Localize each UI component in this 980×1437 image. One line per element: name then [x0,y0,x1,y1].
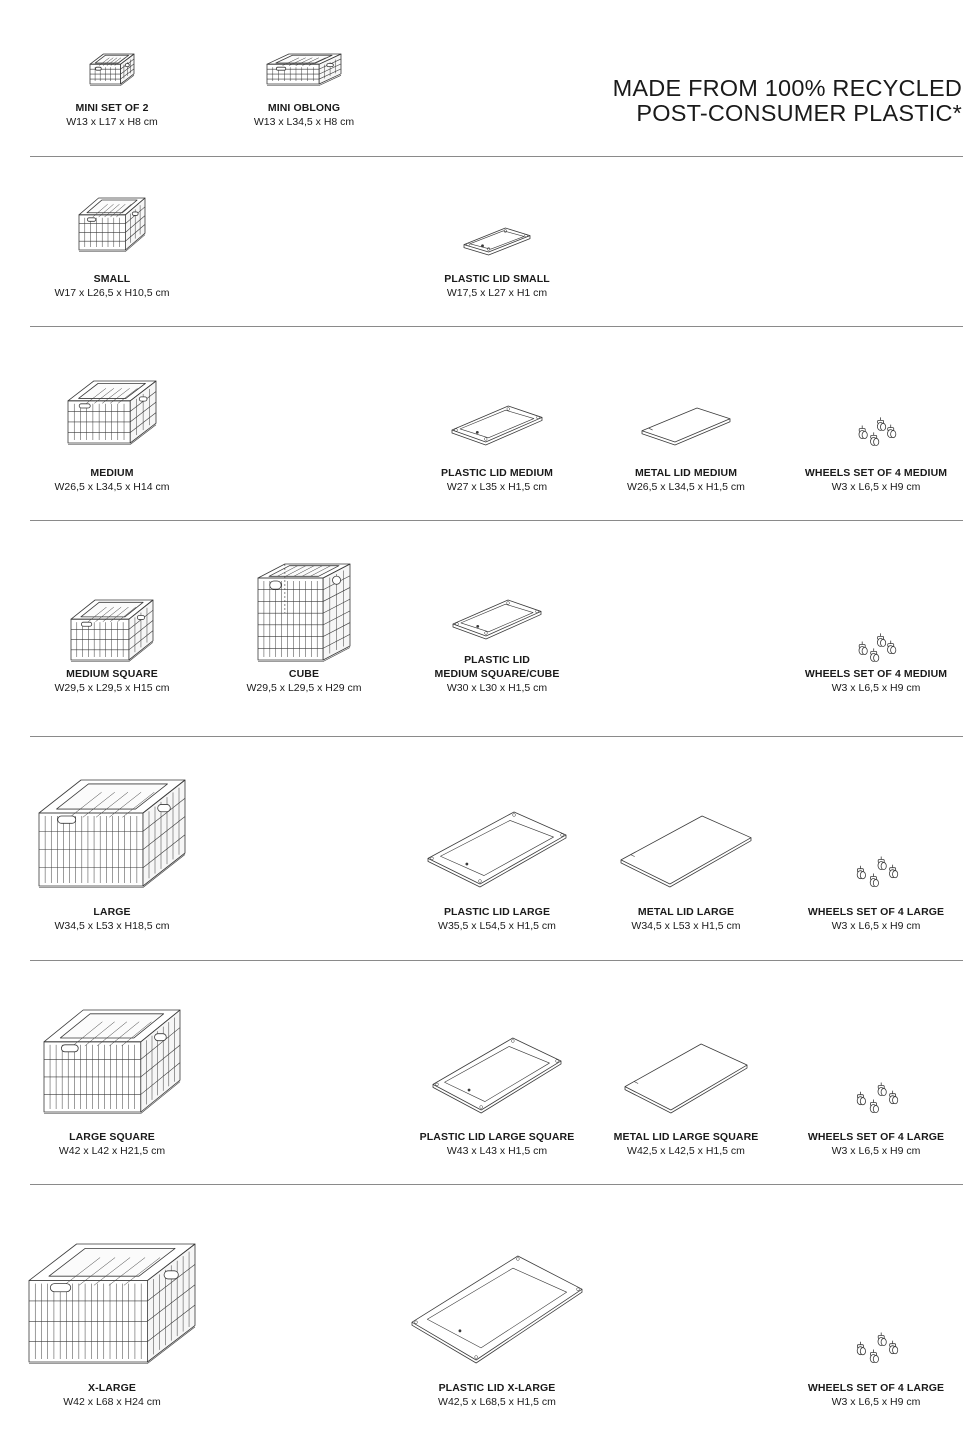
product-label [781,905,971,933]
product-name-line: MINI SET OF 2 [75,102,149,114]
row-divider [30,1184,963,1185]
plastic-lid-icon [426,810,568,888]
product-name [17,1381,207,1395]
crate-icon [88,52,136,86]
product-name [402,272,592,286]
product-name-line: X-LARGE [88,1382,136,1394]
cube-crate-icon [256,562,352,662]
product-name [402,905,592,919]
product-label [591,1130,781,1158]
plastic-lid-icon [410,1254,584,1364]
product-dimensions: W43 x L43 x H1,5 cm [446,1145,548,1157]
product-label [17,1130,207,1158]
product-name [402,1381,592,1395]
product-dimensions: W42 x L42 x H21,5 cm [58,1145,166,1157]
product-name-line: METAL LID LARGE [637,906,735,918]
product-label [781,1130,971,1158]
product-dimensions: W13 x L34,5 x H8 cm [253,116,355,128]
product-label [17,466,207,494]
row-divider [30,520,963,521]
product-name-line: PLASTIC LID MEDIUM [440,467,554,479]
product-label [591,466,781,494]
wheels-icon [853,632,899,662]
crate-icon [37,778,187,888]
headline [613,76,962,126]
product-name-line: PLASTIC LID [464,654,530,666]
crate-icon [42,1008,182,1114]
product-name-line: PLASTIC LID LARGE [443,906,551,918]
product-dimensions: W42,5 x L42,5 x H1,5 cm [627,1145,745,1157]
product-label [591,905,781,933]
product-name [17,101,207,115]
plastic-lid-icon [431,1036,563,1114]
product-name-line: PLASTIC LID SMALL [444,273,550,285]
product-label [402,1381,592,1409]
product-name-line: MEDIUM SQUARE [66,668,158,680]
product-name-line: MEDIUM SQUARE/CUBE [434,668,560,680]
plastic-lid-icon [451,598,543,640]
product-dimensions: W3 x L6,5 x H9 cm [831,1396,921,1408]
product-name [781,466,971,480]
product-label [209,101,399,129]
wheels-icon [853,416,899,446]
product-name [209,667,399,681]
product-name-line: WHEELS SET OF 4 LARGE [807,1131,945,1143]
product-name [17,1130,207,1144]
product-name [781,1130,971,1144]
product-name-line: LARGE [93,906,131,918]
product-name [591,466,781,480]
product-name [17,466,207,480]
product-label [17,101,207,129]
crate-icon [66,379,158,445]
product-dimensions: W30 x L30 x H1,5 cm [446,682,548,694]
plastic-lid-icon [462,226,532,256]
product-dimensions: W13 x L17 x H8 cm [66,116,158,128]
wheels-icon [850,1330,902,1364]
product-dimensions: W29,5 x L29,5 x H29 cm [246,682,362,694]
metal-lid-icon [640,406,732,446]
product-dimensions: W42 x L68 x H24 cm [63,1396,161,1408]
product-name [209,101,399,115]
product-name [781,905,971,919]
row-divider [30,156,963,157]
product-label [402,905,592,933]
product-name-line: LARGE SQUARE [69,1131,155,1143]
product-name-line: METAL LID LARGE SQUARE [613,1131,759,1143]
product-name [591,1130,781,1144]
product-dimensions: W17 x L26,5 x H10,5 cm [54,287,170,299]
product-label [17,1381,207,1409]
plastic-lid-icon [450,404,544,446]
product-name-line: METAL LID MEDIUM [634,467,738,479]
product-name-line: WHEELS SET OF 4 MEDIUM [804,467,948,479]
product-name-line: PLASTIC LID X-LARGE [438,1382,556,1394]
product-dimensions: W35,5 x L54,5 x H1,5 cm [438,920,556,932]
product-dimensions: W26,5 x L34,5 x H14 cm [54,481,170,493]
product-name [402,1130,592,1144]
product-name [402,653,592,681]
headline-line-1: MADE FROM 100% RECYCLED [612,75,962,101]
product-name-line: MINI OBLONG [267,102,341,114]
product-label [17,272,207,300]
crate-icon [265,52,343,86]
product-name-line: WHEELS SET OF 4 LARGE [807,906,945,918]
product-name-line: PLASTIC LID LARGE SQUARE [419,1131,575,1143]
row-divider [30,326,963,327]
product-label [402,466,592,494]
product-name-line: CUBE [288,668,320,680]
product-label [781,667,971,695]
product-name-line: WHEELS SET OF 4 LARGE [807,1382,945,1394]
product-label [209,667,399,695]
product-name [17,272,207,286]
product-name [781,1381,971,1395]
product-name [17,905,207,919]
product-dimensions: W3 x L6,5 x H9 cm [831,1145,921,1157]
headline-line-2: POST-CONSUMER PLASTIC* [636,100,962,126]
product-label [402,272,592,300]
product-dimensions: W17,5 x L27 x H1 cm [446,287,548,299]
metal-lid-icon [623,1042,749,1114]
product-dimensions: W3 x L6,5 x H9 cm [831,682,921,694]
product-name-line: MEDIUM [90,467,134,479]
crate-icon [77,196,147,252]
crate-icon [27,1242,197,1364]
product-label [402,653,592,695]
product-name [402,466,592,480]
product-label [17,905,207,933]
product-label [781,466,971,494]
row-divider [30,736,963,737]
product-dimensions: W34,5 x L53 x H1,5 cm [631,920,741,932]
product-label [781,1381,971,1409]
product-dimensions: W34,5 x L53 x H18,5 cm [54,920,170,932]
product-name-line: WHEELS SET OF 4 MEDIUM [804,668,948,680]
row-divider [30,960,963,961]
wheels-icon [850,854,902,888]
product-label [402,1130,592,1158]
product-name [781,667,971,681]
product-name [591,905,781,919]
product-name-line: SMALL [93,273,131,285]
product-dimensions: W26,5 x L34,5 x H1,5 cm [627,481,745,493]
wheels-icon [850,1080,902,1114]
product-label [17,667,207,695]
product-dimensions: W3 x L6,5 x H9 cm [831,920,921,932]
product-dimensions: W3 x L6,5 x H9 cm [831,481,921,493]
product-name [17,667,207,681]
product-dimensions: W29,5 x L29,5 x H15 cm [54,682,170,694]
crate-icon [69,598,155,662]
metal-lid-icon [619,814,753,888]
product-dimensions: W27 x L35 x H1,5 cm [446,481,548,493]
product-dimensions: W42,5 x L68,5 x H1,5 cm [438,1396,556,1408]
